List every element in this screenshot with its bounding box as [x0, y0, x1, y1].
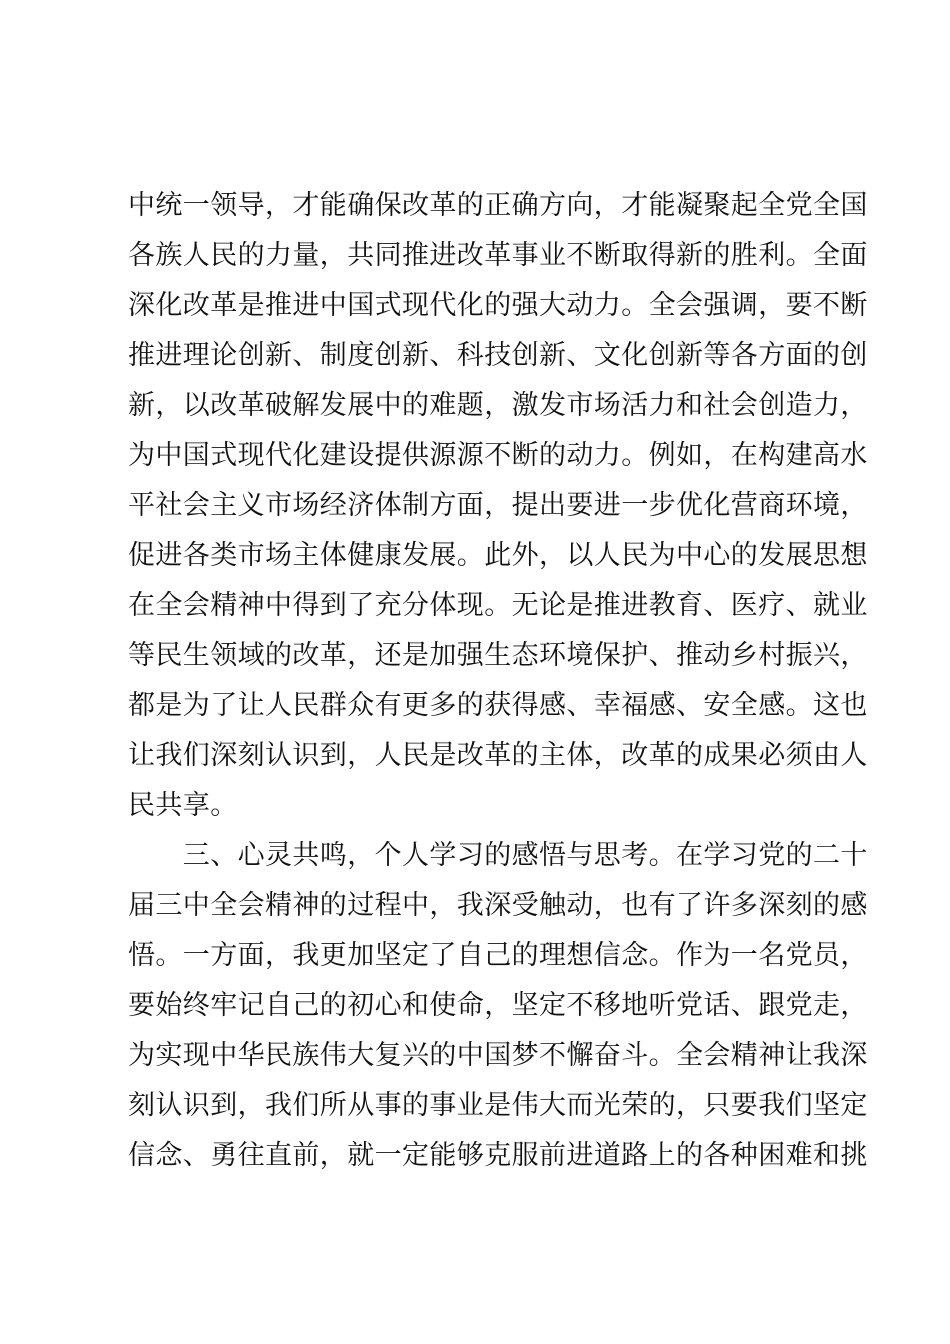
paragraph-line: 让我们深刻认识到，人民是改革的主体，改革的成果必须由人 [128, 740, 868, 771]
paragraph-line: 刻认识到，我们所从事的事业是伟大而光荣的，只要我们坚定 [128, 1090, 868, 1121]
paragraph-line: 信念、勇往直前，就一定能够克服前进道路上的各种困难和挑 [128, 1140, 868, 1171]
paragraph-line: 新，以改革破解发展中的难题，激发市场活力和社会创造力， [128, 390, 868, 421]
paragraph-line: 各族人民的力量，共同推进改革事业不断取得新的胜利。全面 [128, 240, 868, 271]
paragraph-2 [128, 831, 868, 1181]
paragraph-line: 促进各类市场主体健康发展。此外，以人民为中心的发展思想 [128, 540, 868, 571]
paragraph-line: 三、心灵共鸣，个人学习的感悟与思考。在学习党的二十 [128, 840, 868, 871]
paragraph-line: 中统一领导，才能确保改革的正确方向，才能凝聚起全党全国 [128, 190, 868, 221]
paragraph-1 [128, 181, 868, 831]
paragraph-line: 为中国式现代化建设提供源源不断的动力。例如，在构建高水 [128, 440, 868, 471]
paragraph-line: 平社会主义市场经济体制方面，提出要进一步优化营商环境， [128, 490, 868, 521]
paragraph-line: 悟。一方面，我更加坚定了自己的理想信念。作为一名党员， [128, 940, 868, 971]
paragraph-line: 推进理论创新、制度创新、科技创新、文化创新等各方面的创 [128, 340, 868, 371]
paragraph-line: 民共享。 [128, 790, 238, 821]
paragraph-line: 都是为了让人民群众有更多的获得感、幸福感、安全感。这也 [128, 690, 868, 721]
paragraph-line: 为实现中华民族伟大复兴的中国梦不懈奋斗。全会精神让我深 [128, 1040, 868, 1071]
paragraph-line: 要始终牢记自己的初心和使命，坚定不移地听党话、跟党走， [128, 990, 868, 1021]
paragraph-line: 深化改革是推进中国式现代化的强大动力。全会强调，要不断 [128, 290, 868, 321]
paragraph-line: 在全会精神中得到了充分体现。无论是推进教育、医疗、就业 [128, 590, 868, 621]
paragraph-line: 等民生领域的改革，还是加强生态环境保护、推动乡村振兴， [128, 640, 868, 671]
paragraph-line: 届三中全会精神的过程中，我深受触动，也有了许多深刻的感 [128, 890, 868, 921]
